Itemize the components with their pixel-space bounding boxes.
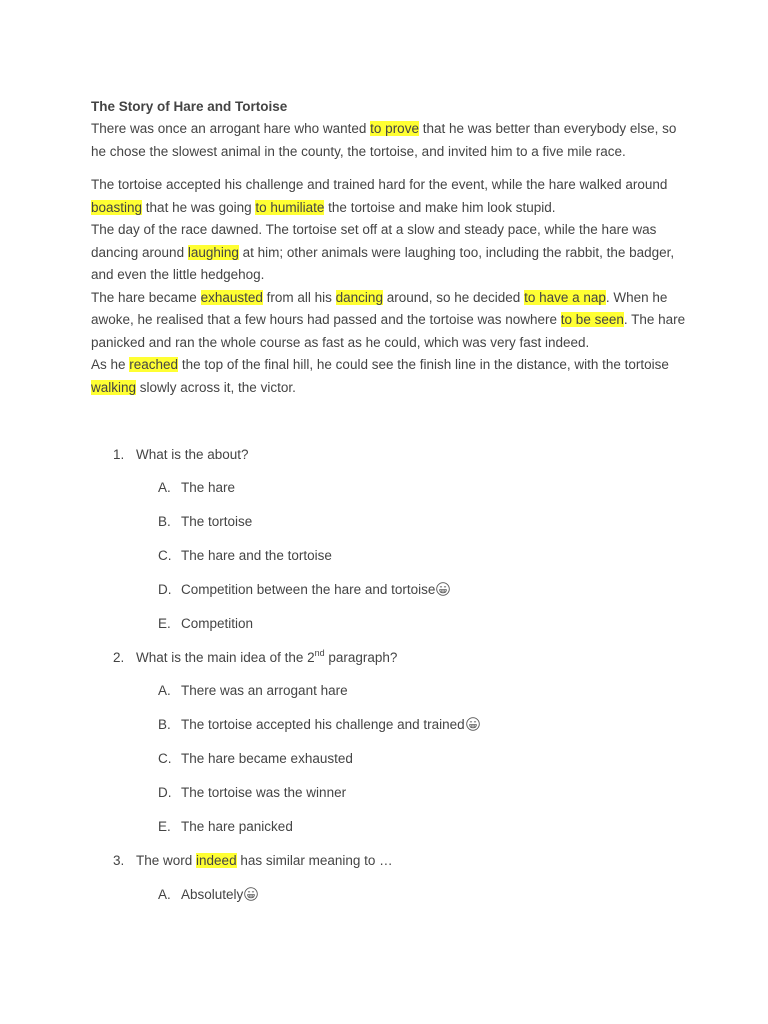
text-span: . When he awoke, he realised that a few hours had passed and the tortoise was nowhere bbox=[91, 289, 668, 327]
option-letter: C. bbox=[158, 751, 172, 766]
option-text: The tortoise was the winner bbox=[181, 785, 347, 800]
question-text bbox=[136, 852, 393, 870]
option-letter: E. bbox=[158, 616, 171, 631]
option-letter: B. bbox=[158, 514, 171, 529]
paragraph-2 bbox=[91, 174, 691, 399]
option-letter: A. bbox=[158, 683, 171, 698]
option-text: Competition between the hare and tortoise bbox=[181, 582, 436, 597]
question-text: What is the about? bbox=[136, 447, 249, 462]
option-text: The tortoise bbox=[181, 514, 253, 529]
question-number: 2. bbox=[113, 650, 125, 665]
highlight-laughing: laughing bbox=[187, 244, 239, 260]
paragraph-1 bbox=[91, 118, 691, 163]
option-text: There was an arrogant hare bbox=[181, 683, 348, 698]
text-span: that he was going bbox=[142, 199, 256, 215]
option-text: The tortoise accepted his challenge and trained bbox=[181, 717, 465, 732]
option-letter: A. bbox=[158, 887, 171, 902]
text-span: The word bbox=[136, 853, 197, 868]
text-span: There was once an arrogant hare who wanted bbox=[91, 121, 371, 136]
text-span: . The hare panicked and ran the whole course as fast as he could, which was very fast indeed. bbox=[91, 312, 686, 350]
text-span: has similar meaning to … bbox=[236, 853, 393, 868]
highlight-reached: reached bbox=[129, 357, 179, 372]
text-span: around, so he decided bbox=[382, 289, 525, 305]
text-span: The hare became bbox=[91, 289, 201, 305]
text-span: What is the main idea of the 2 bbox=[136, 650, 315, 665]
text-span: from all his bbox=[262, 289, 336, 305]
text-span: that he was better than everybody else, so he chose the slowest animal in the county, the tortoise, and invited him to a five mile race. bbox=[91, 121, 677, 159]
grinning-face-icon bbox=[466, 717, 480, 731]
option-letter: D. bbox=[158, 785, 172, 800]
highlight-boasting: boasting bbox=[91, 199, 143, 215]
option-text: The hare panicked bbox=[181, 819, 293, 834]
text-span: The tortoise accepted his challenge and trained hard for the event, while the hare walked around bbox=[91, 177, 668, 192]
question-number: 1. bbox=[113, 447, 125, 462]
option-letter: A. bbox=[158, 480, 171, 495]
text-span: at him; other animals were laughing too, including the rabbit, the badger, and even the little hedgehog. bbox=[91, 244, 675, 282]
highlight-to-prove: to prove bbox=[370, 121, 419, 136]
option-letter: B. bbox=[158, 717, 171, 732]
question-number: 3. bbox=[113, 853, 125, 868]
grinning-face-icon bbox=[436, 582, 450, 596]
option-text: Absolutely bbox=[181, 887, 244, 902]
option-letter: D. bbox=[158, 582, 172, 597]
option-text: The hare and the tortoise bbox=[181, 548, 332, 563]
option-letter: E. bbox=[158, 819, 171, 834]
highlight-to-have-a-nap: to have a nap bbox=[524, 289, 606, 305]
question-text bbox=[136, 649, 397, 667]
highlight-dancing: dancing bbox=[335, 289, 383, 305]
option-text: The hare bbox=[181, 480, 236, 495]
highlight-indeed: indeed bbox=[196, 853, 237, 868]
text-span: slowly across it, the victor. bbox=[136, 379, 296, 395]
highlight-to-be-seen: to be seen bbox=[560, 312, 624, 327]
text-span: the top of the final hill, he could see the finish line in the distance, with the tortoise bbox=[178, 357, 669, 372]
option-letter: C. bbox=[158, 548, 172, 563]
highlight-to-humiliate: to humiliate bbox=[255, 199, 325, 215]
text-span: The day of the race dawned. The tortoise set off at a slow and steady pace, while the hare was dancing around bbox=[91, 222, 657, 260]
highlight-exhausted: exhausted bbox=[200, 289, 263, 305]
story-title: The Story of Hare and Tortoise bbox=[91, 99, 288, 114]
highlight-walking: walking bbox=[91, 379, 137, 395]
option-text: The hare became exhausted bbox=[181, 751, 353, 766]
text-span: the tortoise and make him look stupid. bbox=[324, 199, 556, 215]
superscript: nd bbox=[314, 648, 325, 658]
grinning-face-icon bbox=[244, 887, 258, 901]
text-span: As he bbox=[91, 357, 130, 372]
text-span: paragraph? bbox=[324, 650, 398, 665]
option-text-wrap bbox=[181, 716, 480, 734]
option-text: Competition bbox=[181, 616, 254, 631]
option-text-wrap bbox=[181, 886, 258, 904]
option-text-wrap bbox=[181, 581, 450, 599]
